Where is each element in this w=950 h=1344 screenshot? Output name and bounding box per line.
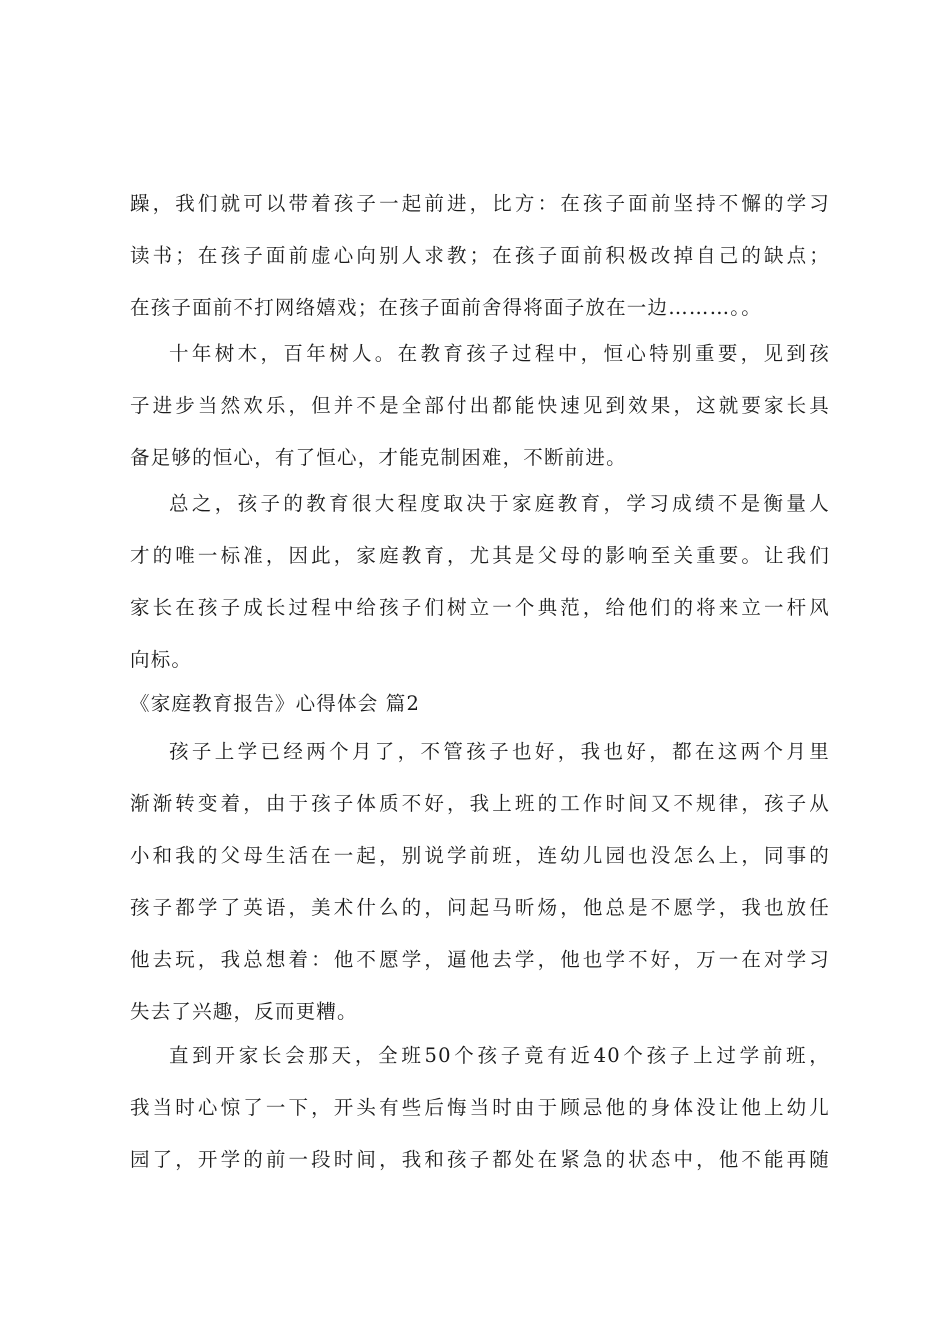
paragraph-line: 孩子上学已经两个月了，不管孩子也好，我也好，都在这两个月里 <box>169 740 830 763</box>
paragraph-line: 直到开家长会那天，全班50个孩子竟有近40个孩子上过学前班， <box>169 1044 830 1067</box>
section-heading: 《家庭教育报告》心得体会 篇2 <box>130 692 421 715</box>
paragraph-line: 才的唯一标准，因此，家庭教育，尤其是父母的影响至关重要。让我们 <box>130 544 830 567</box>
paragraph-line: 失去了兴趣，反而更糟。 <box>130 1000 358 1023</box>
paragraph-line: 总之，孩子的教育很大程度取决于家庭教育，学习成绩不是衡量人 <box>169 492 830 515</box>
paragraph-1 <box>130 178 830 334</box>
paragraph-line: 备足够的恒心，有了恒心，才能克制困难，不断前进。 <box>130 446 627 469</box>
paragraph-5 <box>130 1030 830 1186</box>
paragraph-line: 园了，开学的前一段时间，我和孩子都处在紧急的状态中，他不能再随 <box>130 1148 830 1171</box>
paragraph-line: 小和我的父母生活在一起，别说学前班，连幼儿园也没怎么上，同事的 <box>130 844 830 867</box>
paragraph-line: 在孩子面前不打网络嬉戏；在孩子面前舍得将面子放在一边………。。 <box>130 296 762 319</box>
paragraph-line: 他去玩，我总想着：他不愿学，逼他去学，他也学不好，万一在对学习 <box>130 948 830 971</box>
paragraph-line: 孩子都学了英语，美术什么的，问起马昕炀，他总是不愿学，我也放任 <box>130 896 830 919</box>
paragraph-line: 向标。 <box>130 648 193 671</box>
paragraph-line: 渐渐转变着，由于孩子体质不好，我上班的工作时间又不规律，孩子从 <box>130 792 830 815</box>
paragraph-line: 子进步当然欢乐，但并不是全部付出都能快速见到效果，这就要家长具 <box>130 394 830 417</box>
paragraph-line: 十年树木，百年树人。在教育孩子过程中，恒心特别重要，见到孩 <box>169 342 830 365</box>
paragraph-4 <box>130 726 830 1038</box>
paragraph-line: 躁，我们就可以带着孩子一起前进，比方：在孩子面前坚持不懈的学习 <box>130 192 830 215</box>
paragraph-line: 读书；在孩子面前虚心向别人求教；在孩子面前积极改掉自己的缺点； <box>130 244 830 267</box>
paragraph-2 <box>130 328 830 484</box>
paragraph-3 <box>130 478 830 686</box>
section-heading-block <box>130 678 830 730</box>
paragraph-line: 家长在孩子成长过程中给孩子们树立一个典范，给他们的将来立一杆风 <box>130 596 830 619</box>
paragraph-line: 我当时心惊了一下，开头有些后悔当时由于顾忌他的身体没让他上幼儿 <box>130 1096 830 1119</box>
